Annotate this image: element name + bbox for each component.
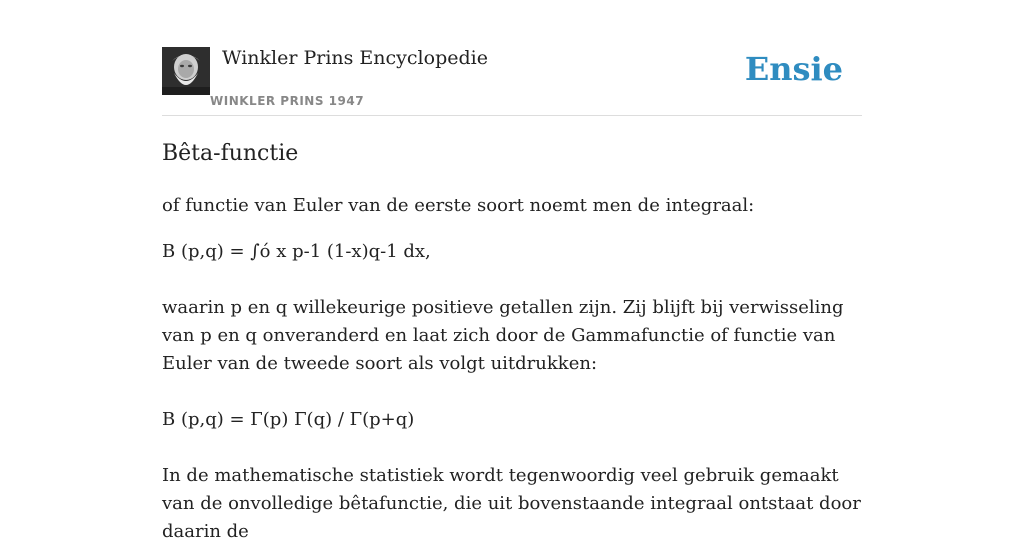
paragraph-intro: of functie van Euler van de eerste soort noemt men de integraal: [162, 195, 755, 216]
brand-logo[interactable]: Ensie [744, 50, 843, 88]
article-page [162, 0, 862, 542]
article-title: Bêta-functie [162, 141, 299, 166]
paragraph-description: waarin p en q willekeurige positieve getallen zijn. Zij blijft bij verwisseling van p en q onveranderd en laat zich door de Gammafunctie of functie van Euler van de tweede soort als volgt uitdrukken: [162, 297, 844, 374]
source-title[interactable]: Winkler Prins Encyclopedie [222, 47, 488, 69]
formula-gamma: B (p,q) = Γ(p) Γ(q) / Γ(p+q) [162, 409, 415, 430]
formula-integral: B (p,q) = ∫ó x p-1 (1-x)q-1 dx, [162, 241, 431, 262]
article-header [162, 0, 862, 116]
paragraph-statistics: In de mathematische statistiek wordt tegenwoordig veel gebruik gemaakt van de onvolledige bêtafunctie, die uit bovenstaande integraal ontstaat door daarin de [162, 465, 861, 542]
portrait-avatar[interactable] [162, 47, 210, 95]
portrait-icon [162, 47, 210, 95]
source-subtitle: WINKLER PRINS 1947 [210, 94, 365, 108]
article-body [162, 192, 862, 546]
